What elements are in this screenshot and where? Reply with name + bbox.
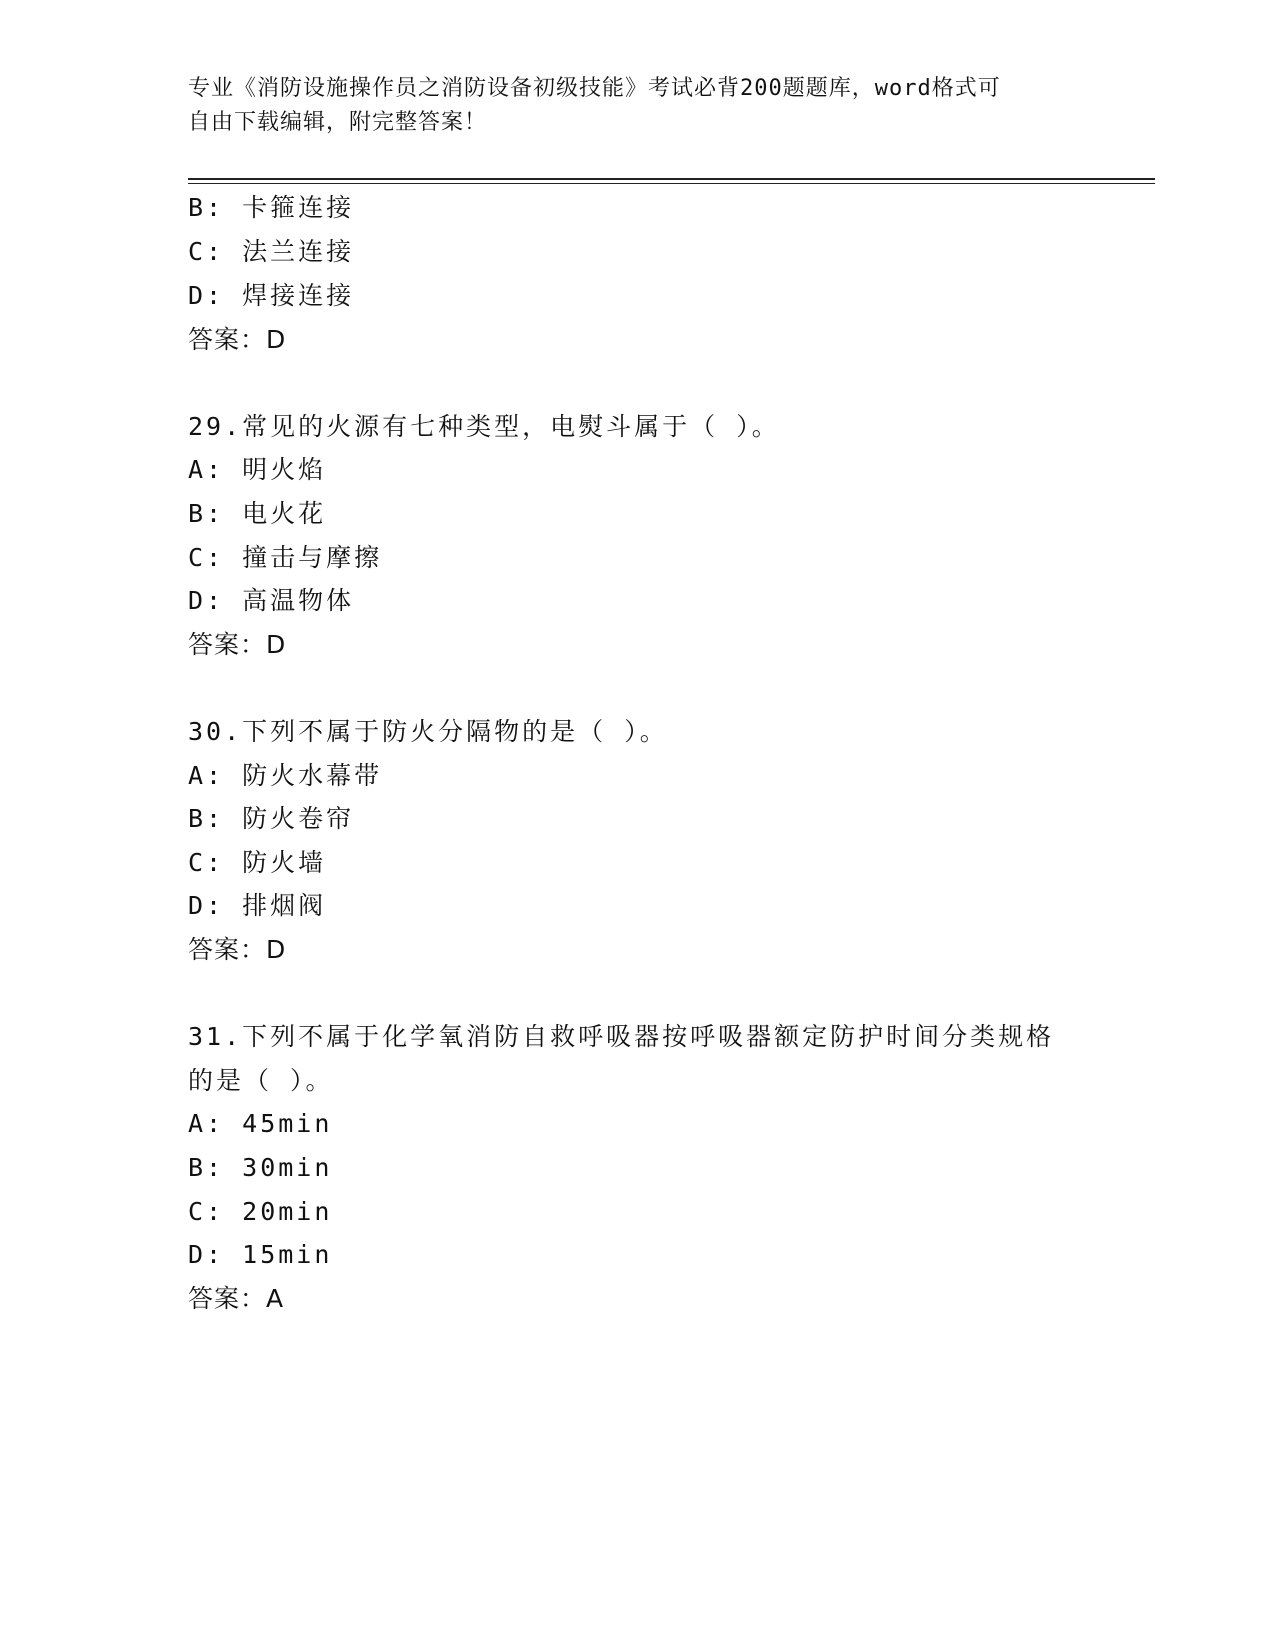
q30-option-a: A: 防火水幕带 xyxy=(188,761,383,790)
q31-question-line-2: 的是（ ）。 xyxy=(188,1066,334,1095)
q29-option-b: B: 电火花 xyxy=(188,499,327,528)
q28-option-b: B: 卡箍连接 xyxy=(188,193,355,222)
q31-answer: 答案：A xyxy=(188,1284,285,1313)
q29-option-c: C: 撞击与摩擦 xyxy=(188,543,383,572)
q28-answer: 答案：D xyxy=(188,325,287,354)
q30-option-c: C: 防火墙 xyxy=(188,848,327,877)
header-line-1: 专业《消防设施操作员之消防设备初级技能》考试必背200题题库，word格式可 xyxy=(188,76,1001,101)
q29-option-a: A: 明火焰 xyxy=(188,455,327,484)
q29-option-d: D: 高温物体 xyxy=(188,586,355,615)
q30-option-d: D: 排烟阀 xyxy=(188,891,327,920)
q29-answer: 答案：D xyxy=(188,630,287,659)
header-line-2: 自由下载编辑，附完整答案！ xyxy=(188,110,488,135)
q28-option-d: D: 焊接连接 xyxy=(188,281,355,310)
document-header xyxy=(188,72,1068,140)
q30-question: 30.下列不属于防火分隔物的是（ ）。 xyxy=(188,717,668,746)
header-rule-thick xyxy=(188,178,1155,180)
q29-question: 29.常见的火源有七种类型，电熨斗属于（ ）。 xyxy=(188,412,780,441)
q31-option-d: D: 15min xyxy=(188,1240,333,1269)
q28-option-c: C: 法兰连接 xyxy=(188,237,355,266)
q30-answer: 答案：D xyxy=(188,935,287,964)
header-rule-thin xyxy=(188,183,1155,184)
q31-option-c: C: 20min xyxy=(188,1197,333,1226)
q31-option-a: A: 45min xyxy=(188,1109,333,1138)
q30-option-b: B: 防火卷帘 xyxy=(188,804,355,833)
q31-option-b: B: 30min xyxy=(188,1153,333,1182)
q31-question-line-1: 31.下列不属于化学氧消防自救呼吸器按呼吸器额定防护时间分类规格 xyxy=(188,1022,1055,1051)
